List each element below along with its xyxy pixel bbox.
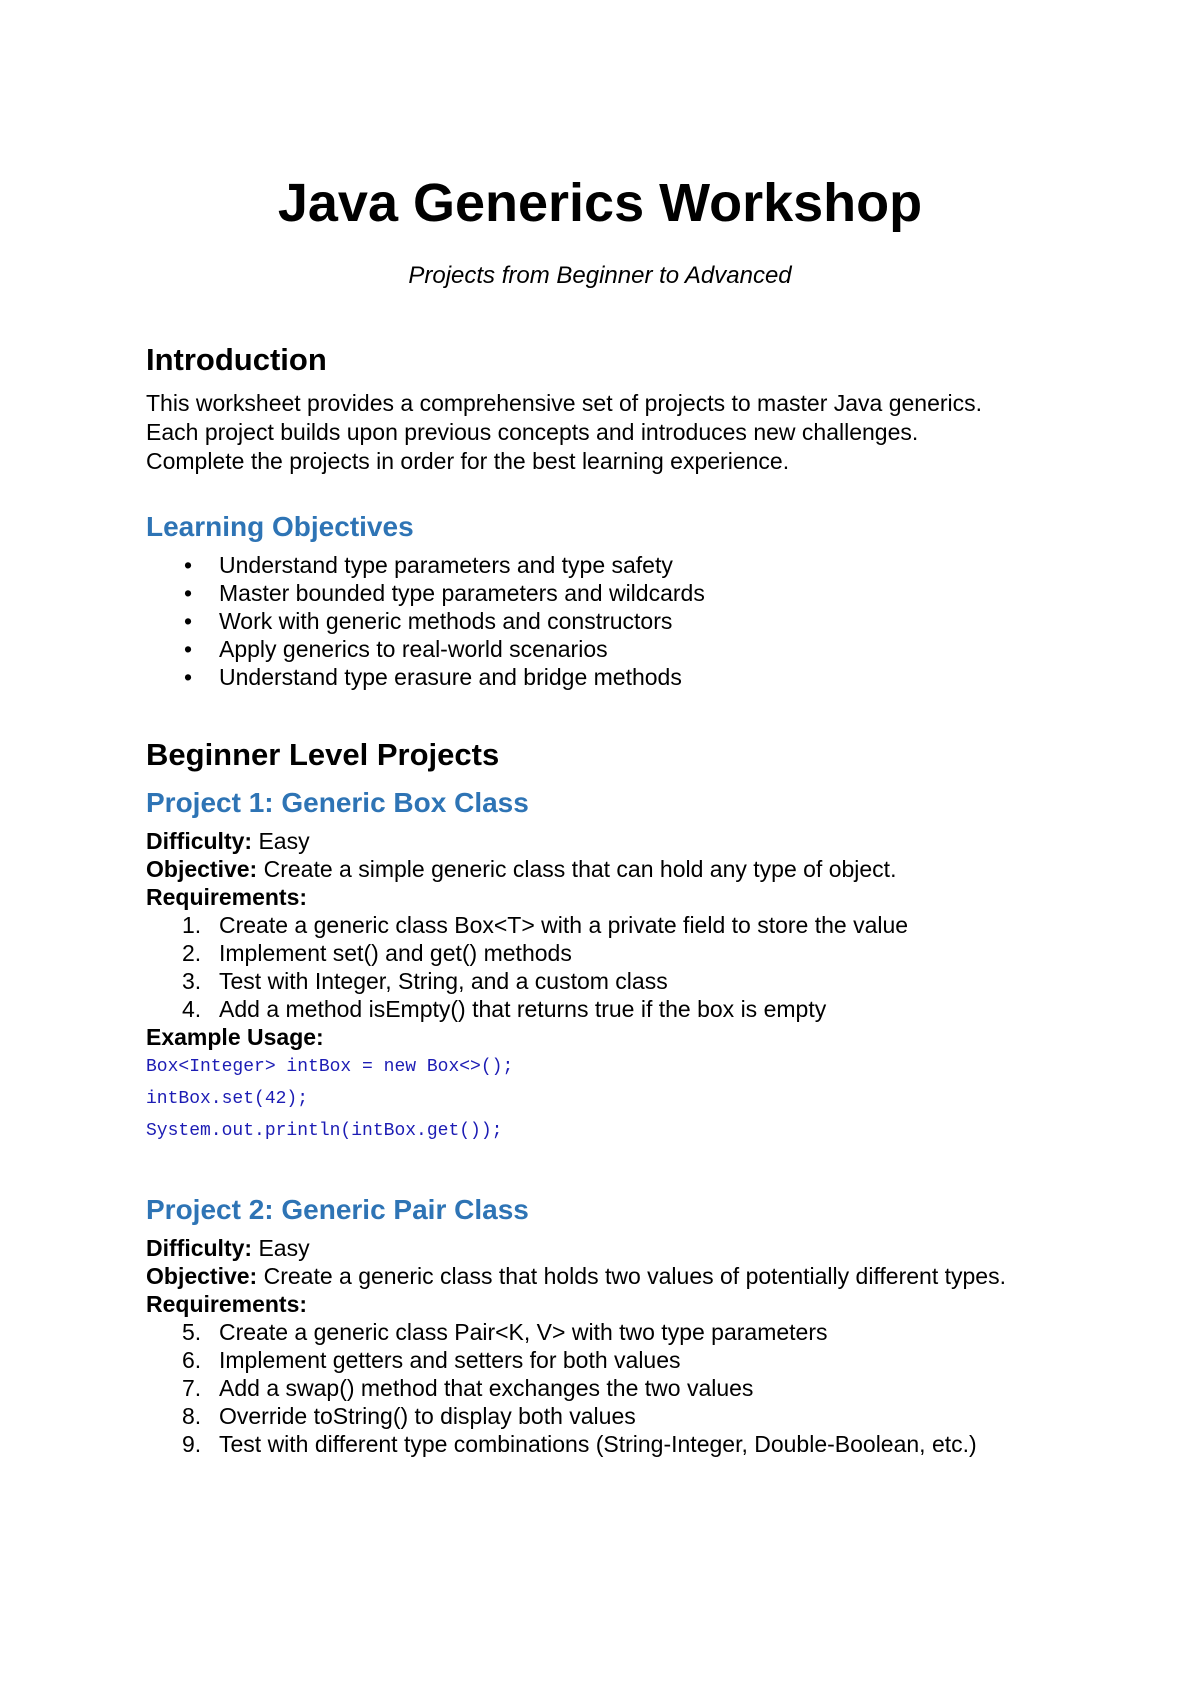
code-line: System.out.println(intBox.get()); (146, 1121, 503, 1141)
project-2-requirements-label: Requirements: (146, 1291, 308, 1317)
list-item: • Master bounded type parameters and wildcards (184, 580, 705, 606)
document-title: Java Generics Workshop (277, 173, 923, 233)
document-content (146, 340, 1106, 1458)
introduction-paragraph (146, 389, 1106, 476)
introduction-line: Each project builds upon previous concepts and introduces new challenges. (146, 419, 919, 445)
project-1-difficulty (146, 827, 1106, 855)
project-1-requirements-list (146, 911, 1106, 1023)
list-item: 6. Implement getters and setters for both values (182, 1347, 681, 1373)
list-item: 3. Test with Integer, String, and a custom class (182, 968, 668, 994)
document-subtitle: Projects from Beginner to Advanced (408, 262, 792, 289)
learning-objectives-heading: Learning Objectives (146, 511, 414, 542)
project-1-title: Project 1: Generic Box Class (146, 787, 529, 818)
list-item: 7. Add a swap() method that exchanges the two values (182, 1375, 754, 1401)
objective-label: Objective: (146, 856, 258, 882)
objective-label: Objective: (146, 1263, 258, 1289)
project-1-example-label: Example Usage: (146, 1024, 324, 1050)
list-item: 2. Implement set() and get() methods (182, 940, 572, 966)
introduction-line: Complete the projects in order for the best learning experience. (146, 448, 790, 474)
project-1-code-block (146, 1051, 1106, 1147)
list-item: 4. Add a method isEmpty() that returns true if the box is empty (182, 996, 827, 1022)
project-2-requirements-list (146, 1318, 1106, 1458)
difficulty-value: Easy (258, 828, 310, 854)
difficulty-label: Difficulty: (146, 1235, 253, 1261)
list-item: • Understand type parameters and type safety (184, 552, 673, 578)
bullet-icon: • (184, 664, 193, 690)
introduction-heading: Introduction (146, 342, 327, 377)
list-item: 8. Override toString() to display both values (182, 1403, 636, 1429)
project-2-objective (146, 1262, 1106, 1290)
objective-value: Create a simple generic class that can hold any type of object. (263, 856, 897, 882)
list-item: • Apply generics to real-world scenarios (184, 636, 608, 662)
list-item: • Understand type erasure and bridge methods (184, 664, 682, 690)
bullet-icon: • (184, 580, 193, 606)
project-1-requirements-label: Requirements: (146, 884, 308, 910)
introduction-line: This worksheet provides a comprehensive set of projects to master Java generics. (146, 390, 983, 416)
beginner-projects-heading: Beginner Level Projects (146, 737, 500, 772)
learning-objectives-list (146, 551, 1106, 691)
code-line: intBox.set(42); (146, 1089, 309, 1109)
bullet-icon: • (184, 552, 193, 578)
project-2-difficulty (146, 1234, 1106, 1262)
difficulty-value: Easy (258, 1235, 310, 1261)
objective-value: Create a generic class that holds two values of potentially different types. (263, 1263, 1006, 1289)
list-item: 9. Test with different type combinations (String-Integer, Double-Boolean, etc.) (182, 1431, 977, 1457)
bullet-icon: • (184, 636, 193, 662)
project-2-title: Project 2: Generic Pair Class (146, 1194, 529, 1225)
project-1-objective (146, 855, 1106, 883)
difficulty-label: Difficulty: (146, 828, 253, 854)
list-item: • Work with generic methods and constructors (184, 608, 673, 634)
code-line: Box<Integer> intBox = new Box<>(); (146, 1057, 514, 1077)
list-item: 1. Create a generic class Box<T> with a private field to store the value (182, 912, 909, 938)
bullet-icon: • (184, 608, 193, 634)
list-item: 5. Create a generic class Pair<K, V> with two type parameters (182, 1319, 828, 1345)
